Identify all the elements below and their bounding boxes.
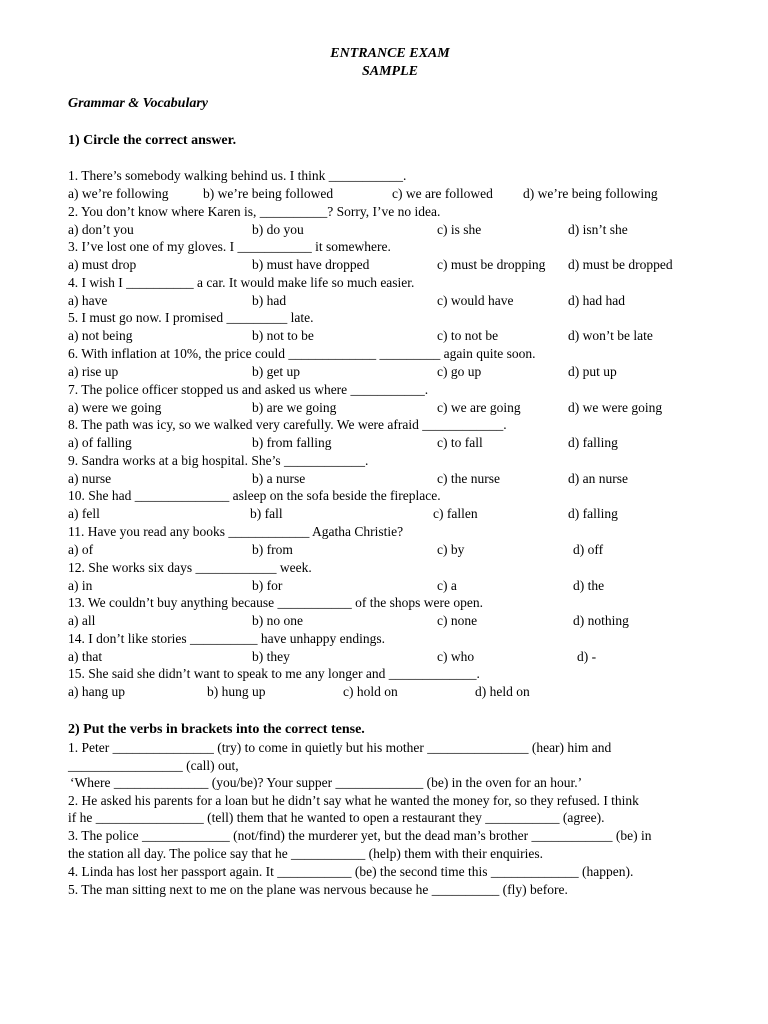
- question-text: 10. She had ______________ asleep on the sofa beside the fireplace.: [68, 488, 441, 503]
- question-text: 3. I’ve lost one of my gloves. I ___________ it somewhere.: [68, 239, 391, 254]
- answer-option[interactable]: d) held on: [475, 684, 530, 699]
- answer-option[interactable]: b) not to be: [252, 328, 314, 343]
- answer-option[interactable]: a) rise up: [68, 364, 119, 379]
- answer-option[interactable]: d) -: [577, 649, 597, 664]
- answer-option[interactable]: c) to fall: [437, 435, 483, 450]
- question-text: 5. I must go now. I promised _________ late.: [68, 310, 314, 325]
- question-text: 11. Have you read any books ____________ Agatha Christie?: [68, 524, 404, 539]
- answer-option[interactable]: c) to not be: [437, 328, 499, 343]
- answer-option[interactable]: a) of falling: [68, 435, 132, 450]
- answer-option[interactable]: d) isn’t she: [568, 222, 628, 237]
- answer-option[interactable]: b) fall: [250, 506, 283, 521]
- answer-option[interactable]: b) had: [252, 293, 287, 308]
- answer-option[interactable]: b) for: [252, 578, 283, 593]
- exercise-line: 1. Peter _______________ (try) to come in quietly but his mother _______________ (hear) him and: [68, 740, 612, 755]
- exam-title: ENTRANCE EXAM: [330, 46, 450, 61]
- question-text: 7. The police officer stopped us and asked us where ___________.: [68, 382, 429, 397]
- answer-option[interactable]: b) no one: [252, 613, 303, 628]
- answer-option[interactable]: d) off: [573, 542, 604, 557]
- answer-option[interactable]: d) falling: [568, 435, 618, 450]
- answer-option[interactable]: b) hung up: [207, 684, 266, 699]
- part1-heading: 1) Circle the correct answer.: [68, 133, 237, 148]
- answer-option[interactable]: b) get up: [252, 364, 300, 379]
- exam-subtitle: SAMPLE: [361, 64, 418, 79]
- answer-option[interactable]: d) put up: [568, 364, 617, 379]
- question-text: 15. She said she didn’t want to speak to me any longer and _____________.: [68, 666, 480, 681]
- answer-option[interactable]: a) all: [68, 613, 96, 628]
- answer-option[interactable]: a) don’t you: [68, 222, 134, 237]
- answer-option[interactable]: a) we’re following: [68, 186, 169, 201]
- question-text: 4. I wish I __________ a car. It would make life so much easier.: [68, 275, 415, 290]
- answer-option[interactable]: c) hold on: [343, 684, 398, 699]
- answer-option[interactable]: d) won’t be late: [568, 328, 653, 343]
- answer-option[interactable]: d) nothing: [573, 613, 629, 628]
- answer-option[interactable]: a) that: [68, 649, 103, 664]
- answer-option[interactable]: c) we are followed: [392, 186, 493, 201]
- answer-option[interactable]: b) do you: [252, 222, 304, 237]
- exercise-line: _________________ (call) out,: [68, 758, 239, 773]
- question-text: 6. With inflation at 10%, the price could _____________ _________ again quite soon.: [68, 346, 536, 361]
- answer-option[interactable]: c) would have: [437, 293, 514, 308]
- exercise-line: ‘Where ______________ (you/be)? Your supper _____________ (be) in the oven for an hour.’: [70, 775, 583, 790]
- answer-option[interactable]: d) falling: [568, 506, 618, 521]
- question-text: 2. You don’t know where Karen is, __________? Sorry, I’ve no idea.: [68, 204, 441, 219]
- answer-option[interactable]: c) who: [437, 649, 475, 664]
- exercise-line: 4. Linda has lost her passport again. It ___________ (be) the second time this _____________ (happen).: [68, 864, 634, 879]
- answer-option[interactable]: a) have: [68, 293, 108, 308]
- answer-option[interactable]: a) not being: [68, 328, 133, 343]
- answer-option[interactable]: a) nurse: [68, 471, 112, 486]
- exercise-line: 3. The police _____________ (not/find) the murderer yet, but the dead man’s brother ____________ (be) in: [68, 828, 652, 843]
- answer-option[interactable]: b) must have dropped: [252, 257, 370, 272]
- exercise-line: the station all day. The police say that he ___________ (help) them with their enquiries.: [68, 846, 544, 861]
- question-text: 1. There’s somebody walking behind us. I think ___________.: [68, 168, 407, 183]
- question-text: 14. I don’t like stories __________ have unhappy endings.: [68, 631, 385, 646]
- answer-option[interactable]: b) from falling: [252, 435, 332, 450]
- answer-option[interactable]: a) hang up: [68, 684, 125, 699]
- answer-option[interactable]: d) we were going: [568, 400, 663, 415]
- exercise-line: 5. The man sitting next to me on the plane was nervous because he __________ (fly) before.: [68, 882, 568, 897]
- answer-option[interactable]: c) by: [437, 542, 465, 557]
- answer-option[interactable]: c) a: [437, 578, 457, 593]
- answer-option[interactable]: d) must be dropped: [568, 257, 673, 272]
- answer-option[interactable]: d) we’re being following: [523, 186, 658, 201]
- answer-option[interactable]: d) an nurse: [568, 471, 628, 486]
- answer-option[interactable]: b) they: [252, 649, 290, 664]
- exercise-line: 2. He asked his parents for a loan but he didn’t say what he wanted the money for, so they refused. I think: [68, 793, 639, 808]
- answer-option[interactable]: c) we are going: [437, 400, 521, 415]
- answer-option[interactable]: d) had had: [568, 293, 625, 308]
- answer-option[interactable]: a) in: [68, 578, 93, 593]
- answer-option[interactable]: a) of: [68, 542, 94, 557]
- answer-option[interactable]: c) none: [437, 613, 478, 628]
- answer-option[interactable]: a) fell: [68, 506, 100, 521]
- part2-heading: 2) Put the verbs in brackets into the correct tense.: [68, 722, 365, 737]
- answer-option[interactable]: b) from: [252, 542, 293, 557]
- question-text: 9. Sandra works at a big hospital. She’s ____________.: [68, 453, 369, 468]
- answer-option[interactable]: c) is she: [437, 222, 482, 237]
- question-text: 12. She works six days ____________ week.: [68, 560, 312, 575]
- answer-option[interactable]: d) the: [573, 578, 605, 593]
- answer-option[interactable]: a) must drop: [68, 257, 137, 272]
- answer-option[interactable]: c) must be dropping: [437, 257, 546, 272]
- answer-option[interactable]: a) were we going: [68, 400, 162, 415]
- answer-option[interactable]: c) go up: [437, 364, 482, 379]
- question-text: 8. The path was icy, so we walked very carefully. We were afraid ____________.: [68, 417, 507, 432]
- answer-option[interactable]: b) a nurse: [252, 471, 306, 486]
- section-label: Grammar & Vocabulary: [68, 96, 209, 111]
- answer-option[interactable]: b) we’re being followed: [203, 186, 334, 201]
- exercise-line: if he ________________ (tell) them that he wanted to open a restaurant they ___________ (agree).: [68, 810, 605, 825]
- question-text: 13. We couldn’t buy anything because ___________ of the shops were open.: [68, 595, 483, 610]
- answer-option[interactable]: c) the nurse: [437, 471, 500, 486]
- answer-option[interactable]: b) are we going: [252, 400, 337, 415]
- answer-option[interactable]: c) fallen: [433, 506, 478, 521]
